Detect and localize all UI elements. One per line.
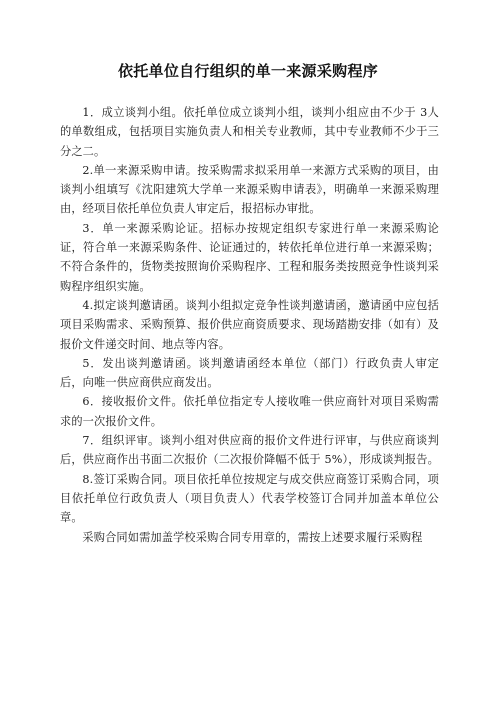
paragraph-9: 采购合同如需加盖学校采购合同专用章的，需按上述要求履行采购程 xyxy=(82,530,423,544)
paragraph-4: 4.拟定谈判邀请函。谈判小组拟定竞争性谈判邀请函，邀请函中应包括项目采购需求、采购预算、报价供应商资质要求、现场踏勘安排（如有）及报价文件递交时间、地点等内容。 xyxy=(60,298,439,351)
paragraph-5: 5．发出谈判邀请函。谈判邀请函经本单位（部门）行政负责人审定后，向唯一供应商供应商发出。 xyxy=(60,356,439,390)
paragraph-6: 6．接收报价文件。依托单位指定专人接收唯一供应商针对项目采购需求的一次报价文件。 xyxy=(60,395,439,428)
document-title: 依托单位自行组织的单一来源采购程序 xyxy=(117,62,379,80)
document-body xyxy=(60,103,439,547)
paragraph-1: 1．成立谈判小组。依托单位成立谈判小组，谈判小组应由不少于 3人的单数组成，包括项目实施负责人和相关专业教师，其中专业教师不少于三分之二。 xyxy=(60,106,439,158)
paragraph-8: 8.签订采购合同。项目依托单位按规定与成交供应商签订采购合同，项目依托单位行政负责人（项目负责人）代表学校签订合同并加盖本单位公章。 xyxy=(60,472,439,525)
paragraph-2: 2.单一来源采购申请。按采购需求拟采用单一来源方式采购的项目，由谈判小组填写《沈阳建筑大学单一来源采购申请表》，明确单一来源采购理由，经项目依托单位负责人审定后，报招标办审批。 xyxy=(60,163,439,216)
paragraph-3: 3．单一来源采购论证。招标办按规定组织专家进行单一来源采购论证，符合单一来源采购条件、论证通过的，转依托单位进行单一来源采购；不符合条件的，货物类按照询价采购程序、工程和服务类按照竞争性谈判采购程序组织实施。 xyxy=(60,221,439,293)
paragraph-7: 7．组织评审。谈判小组对供应商的报价文件进行评审，与供应商谈判后，供应商作出书面二次报价（二次报价降幅不低于 5%），形成谈判报告。 xyxy=(60,434,439,467)
